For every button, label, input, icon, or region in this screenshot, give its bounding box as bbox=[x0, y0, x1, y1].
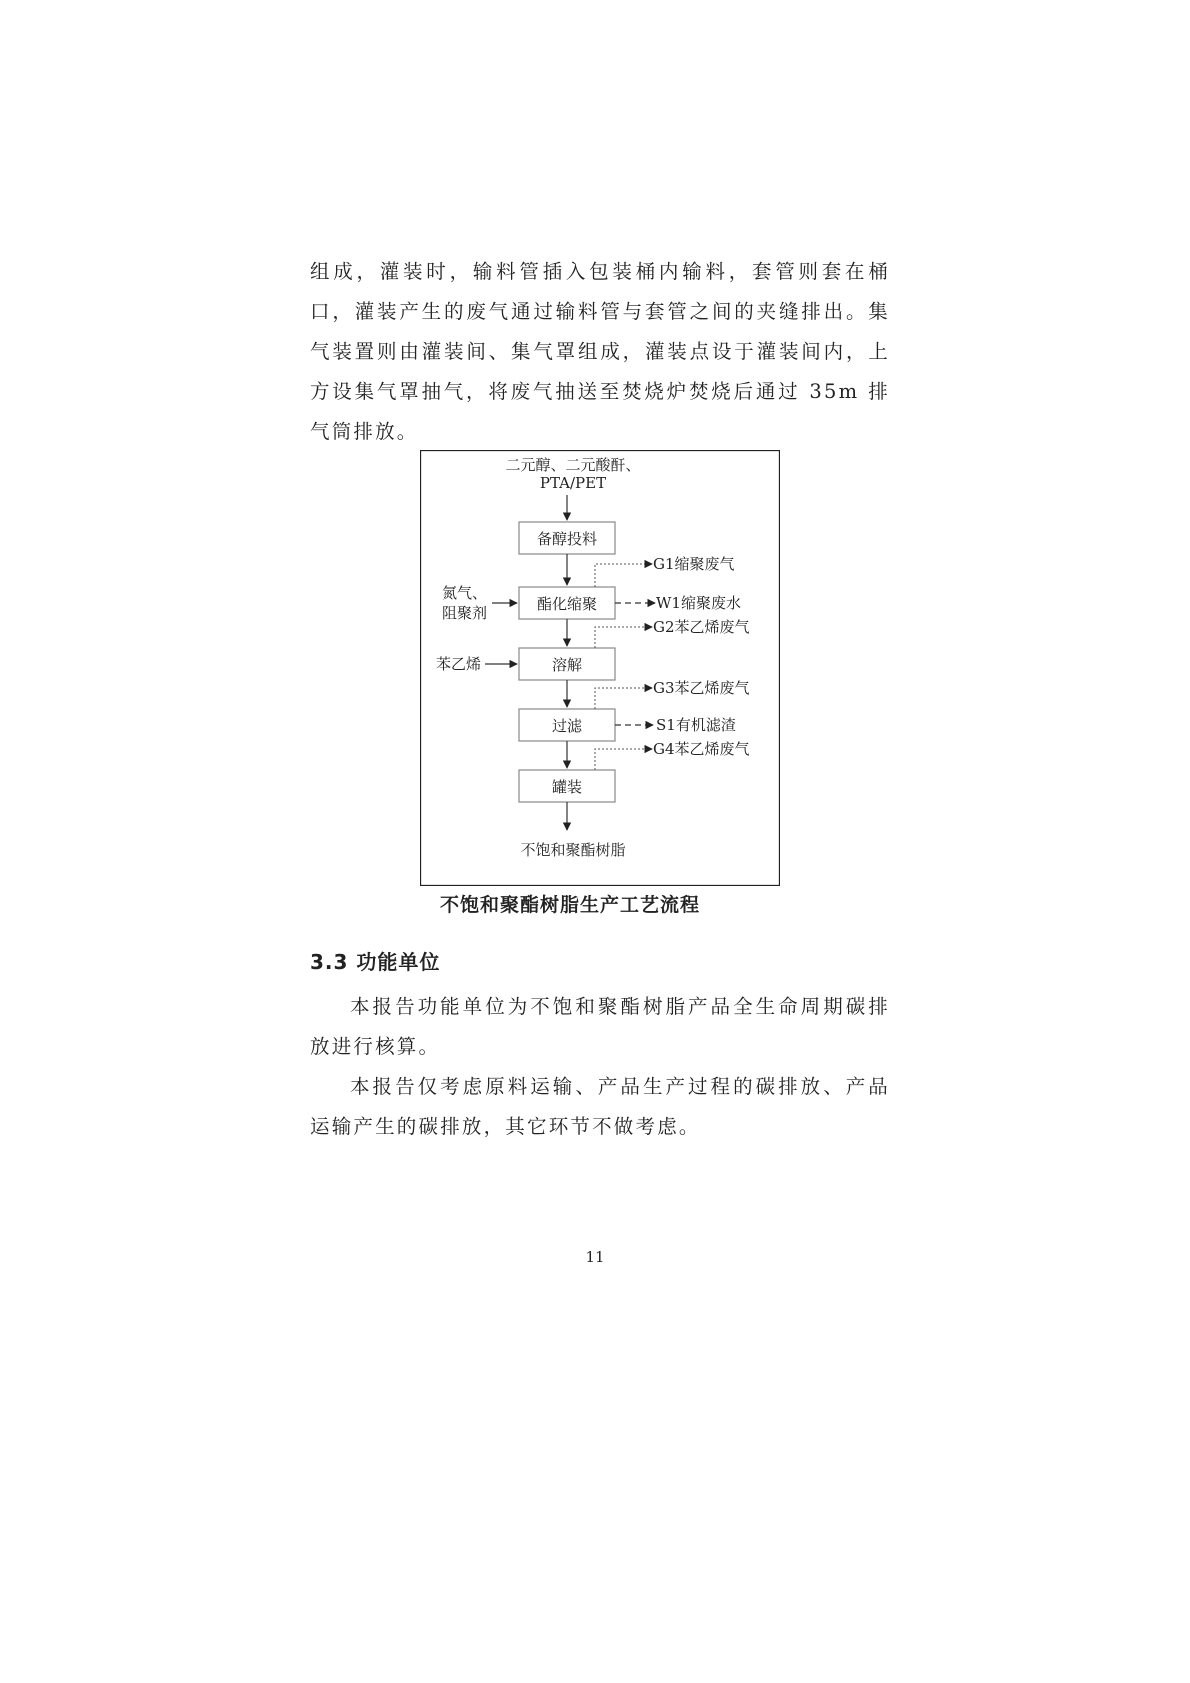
step-label-5: 罐装 bbox=[551, 778, 583, 796]
product-label: 不饱和聚酯树脂 bbox=[520, 841, 626, 859]
line-g1 bbox=[595, 564, 646, 587]
figure-caption: 不饱和聚酯树脂生产工艺流程 bbox=[439, 894, 700, 916]
output-g4: G4苯乙烯废气 bbox=[653, 740, 750, 758]
section-heading: 3.3 功能单位 bbox=[310, 950, 441, 974]
process-flowchart bbox=[420, 450, 780, 886]
side-input-nitrogen-2: 阻聚剂 bbox=[442, 604, 488, 622]
output-g3: G3苯乙烯废气 bbox=[653, 679, 750, 697]
intro-paragraph bbox=[310, 252, 890, 452]
step-label-3: 溶解 bbox=[551, 656, 583, 674]
function-unit-section bbox=[310, 987, 890, 1147]
line-g3 bbox=[595, 688, 646, 709]
page-number: 11 bbox=[585, 1248, 605, 1266]
side-input-nitrogen-1: 氮气、 bbox=[442, 584, 488, 602]
step-label-2: 酯化缩聚 bbox=[536, 595, 598, 613]
line-g2 bbox=[595, 627, 646, 648]
side-input-styrene: 苯乙烯 bbox=[436, 655, 482, 673]
intro-text: 组成，灌装时，输料管插入包装桶内输料，套管则套在桶口，灌装产生的废气通过输料管与套管之间的夹缝排出。集气装置则由灌装间、集气罩组成，灌装点设于灌装间内，上方设集气罩抽气，将废气抽送至焚烧炉焚烧后通过 35m 排气筒排放。 bbox=[310, 260, 890, 443]
input-line-2: PTA/PET bbox=[539, 474, 607, 492]
paragraph-2: 本报告仅考虑原料运输、产品生产过程的碳排放、产品运输产生的碳排放，其它环节不做考虑。 bbox=[310, 1075, 890, 1138]
output-w1: W1缩聚废水 bbox=[656, 594, 741, 612]
output-g2: G2苯乙烯废气 bbox=[653, 618, 750, 636]
output-g1: G1缩聚废气 bbox=[653, 555, 735, 573]
paragraph-1: 本报告功能单位为不饱和聚酯树脂产品全生命周期碳排放进行核算。 bbox=[310, 995, 890, 1058]
line-g4 bbox=[595, 749, 646, 770]
step-label-4: 过滤 bbox=[551, 717, 583, 735]
step-label-1: 备醇投料 bbox=[536, 530, 598, 548]
output-s1: S1有机滤渣 bbox=[656, 716, 736, 734]
input-line-1: 二元醇、二元酸酐、 bbox=[505, 456, 641, 474]
